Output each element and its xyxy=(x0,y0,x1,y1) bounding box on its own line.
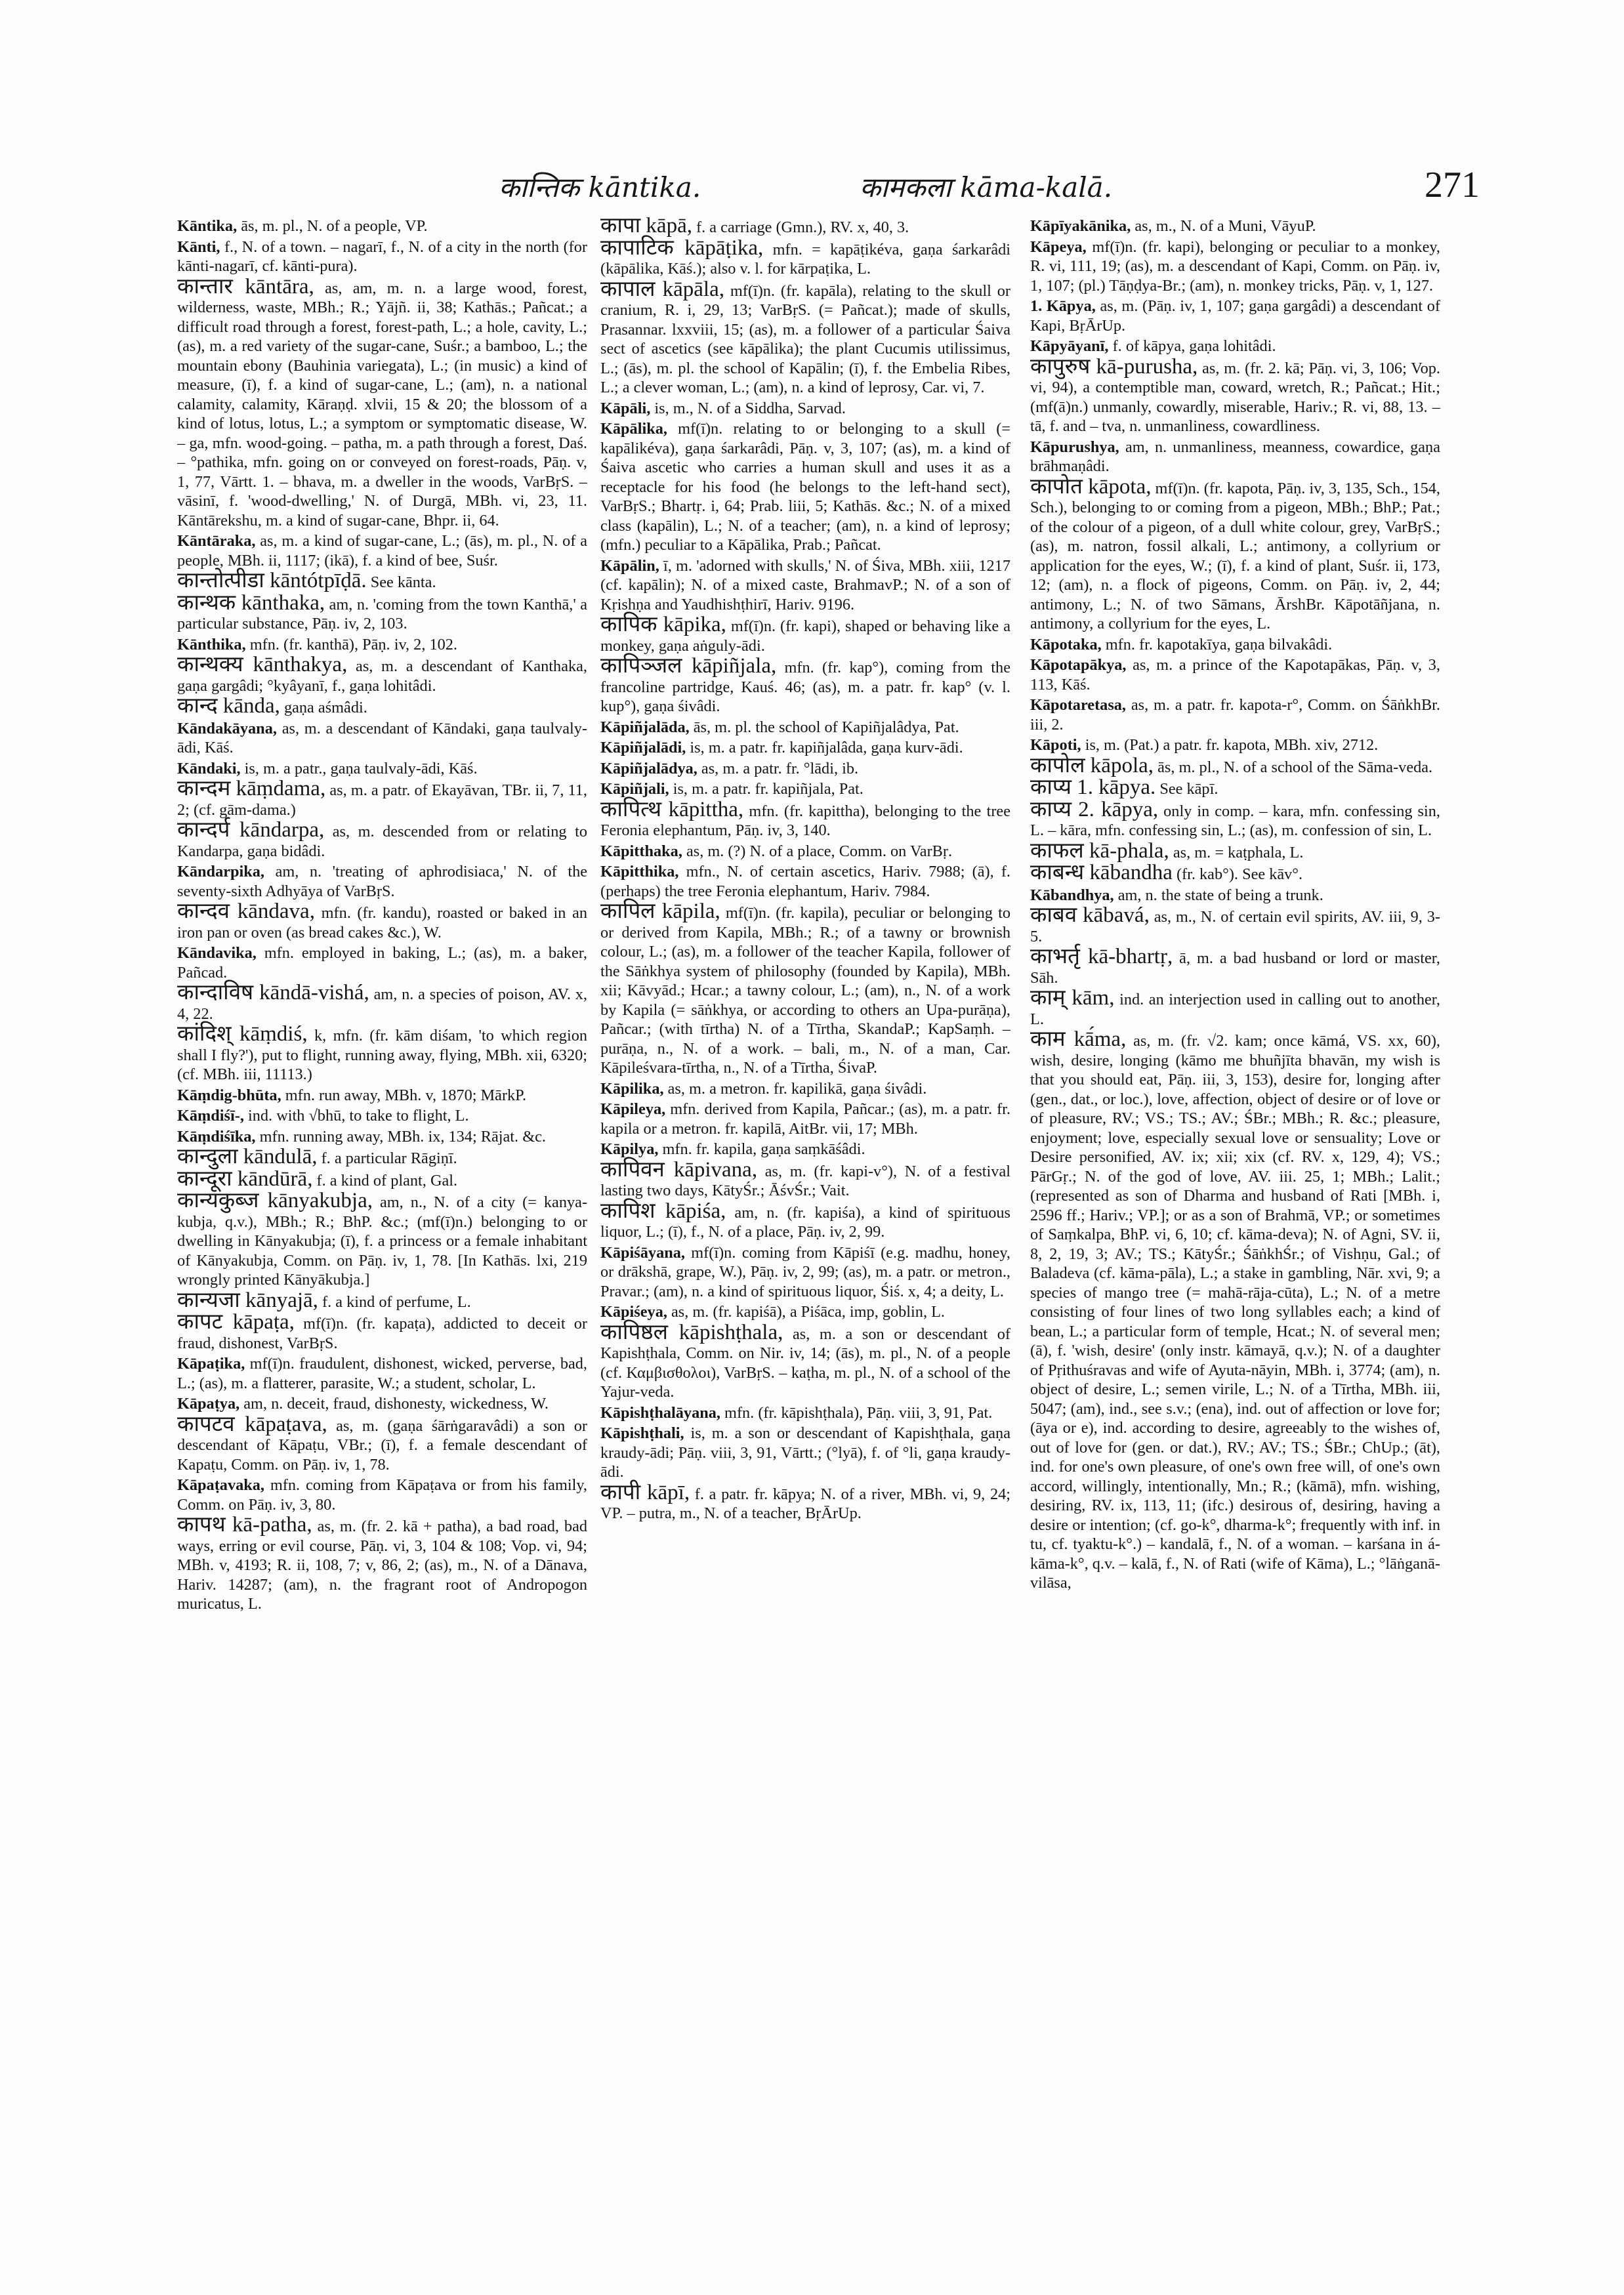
entry-headword: कापिवन kāpivana, xyxy=(600,1157,758,1182)
dictionary-entry xyxy=(600,1199,1010,1242)
entry-headword: Kāpālin, xyxy=(600,556,659,575)
entry-headword: Kāṃdiśī-, xyxy=(177,1107,244,1125)
entry-headword: Kāpālika, xyxy=(600,420,667,438)
entry-headword: कान्दम kāṃdama, xyxy=(177,777,326,800)
column-2 xyxy=(600,217,1010,2257)
entry-headword: कान्दाविष kāndā-vishá, xyxy=(177,981,369,1004)
entry-definition: mf(ī)n. (fr. kapila), peculiar or belonging to or derived from Kapila, MBh.; R.; of a tawny or brownish colour, L.; (as), m. a follower of the teacher Kapila, follower of the Sāṅkhya system of philosophy (founded by Kapila), MBh. xii; Kāvyād.; Hcar.; a tawny colour, L.; (am), n., N. of a work by Kapila (= sāṅkhya, or according to others an Upa-purāṇa), Pañcar.; (with tīrtha) N. of a Tīrtha, SkandaP.; KapSaṃh. – purāṇa, n., N. of a work. – bali, m., N. of a man, Car. Kāpileśvara-tīrtha, n., N. of a Tīrtha, ŚivaP. xyxy=(600,904,1010,1077)
entry-headword: कांदिश् kāṃdiś, xyxy=(177,1022,308,1046)
entry-headword: काबव kābavá, xyxy=(1030,903,1150,927)
dictionary-entry xyxy=(177,1106,587,1126)
entry-definition: is, m. a patr., gaṇa taulvaly-ādi, Kāś. xyxy=(240,759,478,777)
header-right-guideword: कामकला kāma-kalā. xyxy=(860,171,1113,203)
entry-headword: Kāndarpika, xyxy=(177,863,265,880)
entry-headword: कान्यजा kānyajā, xyxy=(177,1288,318,1312)
entry-headword: Kāpilika, xyxy=(600,1079,664,1098)
header-left-guideword: कान्तिक kāntika. xyxy=(499,171,701,203)
entry-definition: am, n. a species of poison, AV. x, 4, 22. xyxy=(177,985,587,1023)
dictionary-entry xyxy=(1030,337,1440,356)
entry-headword: Kāṃdig-bhūta, xyxy=(177,1086,281,1104)
dictionary-entry xyxy=(177,1145,587,1168)
dictionary-entry xyxy=(600,1140,1010,1159)
entry-headword: Kāpiñjalādi, xyxy=(600,739,686,756)
dictionary-entry xyxy=(177,635,587,655)
entry-headword: Kāpishṭhali, xyxy=(600,1424,684,1442)
entry-headword: Kāpileya, xyxy=(600,1100,666,1118)
entry-definition: as, m. (?) N. of a place, Comm. on VarBṛ. xyxy=(682,842,953,860)
entry-definition: mfn. coming from Kāpaṭava or from his family, Comm. on Pāṇ. iv, 3, 80. xyxy=(177,1476,587,1514)
dictionary-entry xyxy=(177,1476,587,1514)
entry-headword: कान्दुला kāndulā, xyxy=(177,1145,318,1168)
entry-headword: Kāpishṭhalāyana, xyxy=(600,1403,720,1422)
entry-definition: ind. with √bhū, to take to flight, L. xyxy=(243,1107,469,1125)
dictionary-entry xyxy=(177,1354,587,1393)
entry-headword: कापोत kāpota, xyxy=(1030,474,1152,499)
dictionary-entry xyxy=(1030,735,1440,755)
entry-headword: Kāpilya, xyxy=(600,1140,659,1158)
dictionary-entry xyxy=(177,943,587,982)
entry-headword: Kāpotapākya, xyxy=(1030,656,1127,674)
entry-definition: ind. an interjection used in calling out to another, L. xyxy=(1030,991,1440,1028)
dictionary-entry xyxy=(600,1302,1010,1322)
entry-definition: mf(ī)n. (fr. kapi), belonging or peculiar to a monkey, R. vi, 111, 19; (as), m. a descendant of Kapi, Comm. on Pāṇ. iv, 1, 107; (pl.) Tāṇḍya-Br.; (am), n. monkey tricks, Pāṇ. v, 1, 127. xyxy=(1030,238,1440,295)
entry-headword: काभर्तृ kā-bhartṛ, xyxy=(1030,945,1173,968)
entry-definition: gaṇa aśmâdi. xyxy=(280,699,367,716)
entry-definition: is, m. a patr. fr. kapiñjalâda, gaṇa kurv-ādi. xyxy=(686,739,963,756)
dictionary-entry xyxy=(177,983,587,1023)
entry-definition: ī, m. 'adorned with skulls,' N. of Śiva, MBh. xiii, 1217 (cf. kapālin); N. of a mixed caste, BrahmavP.; N. of a son of Kṛishṇa and Yaudhishṭhirī, Hariv. 9196. xyxy=(600,556,1010,613)
entry-definition: mfn. employed in baking, L.; (as), m. a baker, Pañcad. xyxy=(177,944,587,982)
dictionary-entry xyxy=(600,615,1010,655)
entry-definition: am, n. deceit, fraud, dishonesty, wickedness, W. xyxy=(239,1395,549,1413)
dictionary-entry xyxy=(600,779,1010,799)
entry-definition: See kānta. xyxy=(366,573,436,591)
entry-definition: am, n. 'coming from the town Kanthā,' a particular substance, Pāṇ. iv, 2, 103. xyxy=(177,595,587,632)
dictionary-entry xyxy=(1030,886,1440,905)
entry-definition: mfn. run away, MBh. v, 1870; MārkP. xyxy=(281,1086,527,1104)
entry-headword: कान्दर्प kāndarpa, xyxy=(177,818,325,842)
dictionary-entry xyxy=(1030,797,1440,840)
dictionary-entry xyxy=(177,1310,587,1353)
entry-headword: काम् kām, xyxy=(1030,986,1115,1010)
entry-headword: कापाटिक kāpāṭika, xyxy=(600,236,764,260)
entry-headword: Kāpurushya, xyxy=(1030,438,1119,456)
entry-definition: f. of kāpya, gaṇa lohitâdi. xyxy=(1108,337,1276,355)
entry-definition: mfn. derived from Kapila, Pañcar.; (as), m. a patr. fr. kapila or a metron. fr. kapilā, AitBr. vii, 17; MBh. xyxy=(600,1100,1010,1138)
dictionary-entry xyxy=(600,217,1010,238)
entry-headword: कापिल kāpila, xyxy=(600,899,720,923)
entry-definition: am, n. unmanliness, meanness, cowardice, gaṇa brāhmaṇâdi. xyxy=(1030,438,1440,475)
entry-headword: कापिञ्जल kāpiñjala, xyxy=(600,654,777,678)
entry-headword: कान्दूरा kāndūrā, xyxy=(177,1167,313,1191)
dictionary-entry xyxy=(1030,217,1440,236)
dictionary-entry xyxy=(600,556,1010,615)
entry-headword: 1. Kāpya, xyxy=(1030,297,1096,315)
dictionary-entry xyxy=(600,862,1010,901)
dictionary-entry xyxy=(1030,474,1440,634)
entry-headword: Kāndaki, xyxy=(177,759,241,777)
dictionary-entry xyxy=(600,1320,1010,1402)
entry-definition: f. a kind of perfume, L. xyxy=(318,1292,471,1311)
dictionary-entry xyxy=(600,842,1010,861)
dictionary-entry xyxy=(177,217,587,236)
dictionary-entry xyxy=(177,1394,587,1414)
entry-definition: mfn. (fr. kāpishṭhala), Pāṇ. viii, 3, 91, Pat. xyxy=(720,1403,993,1422)
dictionary-entry xyxy=(177,1191,587,1290)
dictionary-entry xyxy=(177,531,587,570)
entry-definition: mfn. running away, MBh. ix, 134; Rājat. &c. xyxy=(255,1127,546,1146)
entry-headword: कान्तोत्पीडा kāntótpīḍā. xyxy=(177,569,367,592)
dictionary-entry xyxy=(177,274,587,531)
entry-definition: is, m. a patr. fr. kapiñjala, Pat. xyxy=(669,780,864,798)
entry-definition: as, m., N. of a Muni, VāyuP. xyxy=(1131,217,1316,235)
entry-definition: mf(ī)n. coming from Kāpiśī (e.g. madhu, honey, or drākshā, grape, W.), Pāṇ. iv, 2, 99; (as), m. a patr. or metron., Pravar.; (am), n. a kind of spirituous liquor, Śiś. x, 4; a deity, L. xyxy=(600,1243,1010,1300)
dictionary-entry xyxy=(177,1412,587,1475)
entry-definition: as, m. a patr. fr. kapota-r°, Comm. on ŚāṅkhBr. iii, 2. xyxy=(1030,696,1440,734)
dictionary-entry xyxy=(1030,635,1440,655)
entry-definition: See kāpī. xyxy=(1156,780,1218,798)
dictionary-entry xyxy=(600,399,1010,419)
entry-headword: कान्दव kāndava, xyxy=(177,899,315,923)
dictionary-entry xyxy=(177,779,587,819)
entry-headword: Kānthika, xyxy=(177,635,246,653)
entry-definition: mf(ī)n. (fr. kapota, Pāṇ. iv, 3, 135, Sch., 154, Sch.), belonging to or coming from a pigeon, MBh.; BhP.; Pat.; of the colour of a pigeon, of a dull white colour, grey, VarBṛS.; (as), m. natron, fossil alkali, L.; antimony, a collyrium or application for the eyes, W.; (ī), f. a kind of plant, Suśr. ii, 173, 12; (am), n. a flock of pigeons, Comm. on Pāṇ. iv, 2, 44; antimony, L.; N. of two Sāmans, ĀrshBr. Kāpotāñjana, n. antimony, a collyrium for the eyes, L. xyxy=(1030,479,1440,632)
dictionary-entry xyxy=(177,1127,587,1147)
dictionary-entry xyxy=(600,1243,1010,1302)
dictionary-entry xyxy=(177,1513,587,1614)
dictionary-entry xyxy=(600,654,1010,716)
entry-definition: as, m., N. of certain evil spirits, AV. iii, 9, 3-5. xyxy=(1030,908,1440,945)
entry-headword: कापिश kāpiśa, xyxy=(600,1199,726,1223)
dictionary-entry xyxy=(1030,903,1440,946)
entry-headword: Kābandhya, xyxy=(1030,886,1114,904)
entry-definition: f. a patr. fr. kāpya; N. of a river, MBh. vi, 9, 24; VP. – putra, m., N. of a teacher, BṛĀrUp. xyxy=(600,1485,1010,1522)
entry-headword: Kāpiśāyana, xyxy=(600,1243,685,1262)
dictionary-entry xyxy=(600,797,1010,840)
entry-definition: am, n. (fr. kapiśa), a kind of spirituous liquor, L.; (ī), f., N. of a place, Pāṇ. iv, 2, 99. xyxy=(600,1203,1010,1241)
entry-definition: mfn. (fr. kandu), roasted or baked in an iron pan or oven (as bread cakes &c.), W. xyxy=(177,904,587,941)
entry-headword: Kāntāraka, xyxy=(177,532,256,550)
entry-headword: कापटव kāpaṭava, xyxy=(177,1412,327,1436)
entry-headword: Kāpeya, xyxy=(1030,238,1087,256)
entry-definition: ās, m. pl., N. of a school of the Sāma-veda. xyxy=(1154,758,1433,776)
entry-definition: as, m. (fr. kapi-v°), N. of a festival lasting two days, KātyŚr.; ĀśvŚr.; Vait. xyxy=(600,1162,1010,1199)
entry-definition: mfn. fr. kapila, gaṇa saṃkāśâdi. xyxy=(658,1140,865,1158)
column-3 xyxy=(1030,217,1440,2257)
entry-definition: (fr. kab°). See kāv°. xyxy=(1172,865,1303,883)
entry-definition: as, m. (gaṇa śārṅgaravâdi) a son or descendant of Kāpaṭu, VBr.; (ī), f. a female descendant of Kapaṭu, Comm. on Pāṇ. iv, 1, 78. xyxy=(177,1416,587,1474)
dictionary-entry xyxy=(177,899,587,942)
entry-definition: mf(ī)n. (fr. kapi), shaped or behaving like a monkey, gaṇa aṅguly-ādi. xyxy=(600,617,1010,655)
dictionary-entry xyxy=(600,899,1010,1078)
entry-definition: as, m. a metron. fr. kapilikā, gaṇa śivâdi. xyxy=(663,1079,927,1098)
page-header xyxy=(171,164,1480,217)
dictionary-entry xyxy=(177,590,587,634)
entry-definition: is, m. a son or descendant of Kapishṭhala, gaṇa kraudy-ādi; Pāṇ. viii, 3, 91, Vārtt.; (°lyā), f. of °li, gaṇa kraudy-ādi. xyxy=(600,1424,1010,1481)
entry-headword: काम kā́ma, xyxy=(1030,1027,1127,1051)
dictionary-entry xyxy=(177,238,587,276)
entry-headword: कापुरुष kā-purusha, xyxy=(1030,354,1198,379)
dictionary-entry xyxy=(1030,655,1440,694)
entry-definition: as, m. (fr. kapiśā), a Piśāca, imp, goblin, L. xyxy=(667,1303,946,1321)
entry-definition: is, m., N. of a Siddha, Sarvad. xyxy=(650,399,846,417)
dictionary-entry xyxy=(177,571,587,592)
entry-headword: कापी kāpī, xyxy=(600,1480,690,1504)
dictionary-entry xyxy=(1030,354,1440,436)
entry-headword: कापा kāpā, xyxy=(600,217,692,238)
entry-headword: Kāpaṭika, xyxy=(177,1355,245,1373)
dictionary-entry xyxy=(600,1157,1010,1201)
entry-headword: कापोल kāpola, xyxy=(1030,753,1154,777)
entry-definition: f. a kind of plant, Gal. xyxy=(312,1171,458,1189)
entry-headword: कान्यकुब्ज kānyakubja, xyxy=(177,1189,373,1212)
entry-definition: mfn. (fr. kapittha), belonging to the tree Feronia elephantum, Pāṇ. iv, 3, 140. xyxy=(600,802,1010,839)
dictionary-entry xyxy=(177,1086,587,1106)
entry-definition: as, m. a patr. of Ekayāvan, TBr. ii, 7, 11, 2; (cf. gām-dama.) xyxy=(177,781,587,819)
dictionary-entry xyxy=(1030,986,1440,1029)
entry-headword: कापाल kāpāla, xyxy=(600,277,724,301)
dictionary-entry xyxy=(600,419,1010,555)
dictionary-entry xyxy=(177,655,587,695)
entry-headword: Kāpiñjali, xyxy=(600,780,669,798)
dictionary-entry xyxy=(1030,838,1440,863)
entry-headword: Kāpiśeya, xyxy=(600,1303,667,1321)
entry-definition: mfn. (fr. kap°), coming from the francoline partridge, Kauś. 46; (as), m. a patr. fr. kap° (v. l. kup°), gaṇa śivâdi. xyxy=(600,659,1010,715)
entry-definition: k, mfn. (fr. kām diśam, 'to which region shall I fly?'), put to flight, running away, flying, MBh. xii, 6320; (cf. MBh. iii, 11113.) xyxy=(177,1027,587,1083)
entry-definition: mfn., N. of certain ascetics, Hariv. 7988; (ā), f. (perhaps) the tree Feronia elephantum, Hariv. 7984. xyxy=(600,863,1010,900)
entry-definition: f. a particular Rāgiṇī. xyxy=(317,1149,457,1167)
entry-definition: as, m. a patr. fr. °lādi, ib. xyxy=(697,759,859,777)
entry-definition: mf(ī)n. relating to or belonging to a skull (= kapālikéva), gaṇa śarkarâdi, Pāṇ. v, 3, 107; (as), m. a kind of Śaiva ascetic who carries a human skull and uses it as a receptacle for his food (he belongs to the left-hand sect), VarBṛS.; Bhartṛ. i, 64; Prab. liii, 5; Kathās. &c.; N. of a mixed class (kapālin), L.; N. of a teacher; (am), n. a kind of leprosy; (mfn.) peculiar to a Kāpālika, Prab.; Pañcat. xyxy=(600,420,1010,554)
dictionary-entry xyxy=(600,1424,1010,1482)
entry-headword: काप्य 1. kāpya. xyxy=(1030,775,1156,799)
entry-definition: f., N. of a town. – nagarī, f., N. of a city in the north (for kānti-nagarī, cf. kānti-pura). xyxy=(177,238,587,275)
entry-headword: Kāṃdiśīka, xyxy=(177,1127,256,1146)
entry-headword: कान्तार kāntāra, xyxy=(177,274,314,299)
entry-definition: as, m. = kaṭphala, L. xyxy=(1169,843,1304,861)
entry-headword: Kāpaṭavaka, xyxy=(177,1476,264,1494)
entry-definition: mf(ī)n. fraudulent, dishonest, wicked, perverse, bad, L.; (as), m. a flatterer, parasite, W.; a student, scholar, L. xyxy=(177,1355,587,1392)
dictionary-entry xyxy=(1030,695,1440,734)
entry-definition: mf(ī)n. (fr. kapāla), relating to the skull or cranium, R. i, 29, 13; VarBṛS. (= Pañcat.); made of skulls, Prasannar. lxxviii, 15; (as), m. a follower of a particular Śaiva sect of ascetics (see kāpālika); the plant Cucumis utilissimus, L.; (ās), m. pl. the school of Kapālin; (ī), f. the Embelia Ribes, L.; a clever woman, L.; (am), n. a kind of leprosy, Car. vi, 7. xyxy=(600,281,1010,396)
entry-definition: as, m. a descendant of Kāndaki, gaṇa taulvaly-ādi, Kāś. xyxy=(177,719,587,756)
entry-definition: as, m. (fr. 2. kā; Pāṇ. vi, 3, 106; Vop. vi, 94), a contemptible man, coward, wretch, R.; Pañcat.; Hit.; (mf(ā)n.) unmanly, cowardly, miserable, Hariv.; R. vi, 88, 13. – tā, f. and – tva, n. unmanliness, cowardliness. xyxy=(1030,359,1440,435)
entry-definition: am, n. 'treating of aphrodisiaca,' N. of the seventy-sixth Adhyāya of VarBṛS. xyxy=(177,863,587,900)
dictionary-entry xyxy=(1030,297,1440,335)
entry-headword: Kāpāli, xyxy=(600,399,651,417)
dictionary-entry xyxy=(177,818,587,861)
dictionary-entry xyxy=(1030,863,1440,884)
dictionary-entry xyxy=(177,694,587,718)
dictionary-entry xyxy=(177,1167,587,1191)
entry-definition: as, m. (fr. √2. kam; once kāmá, VS. xx, 60), wish, desire, longing (kāmo me bhuñjīta bhavān, my wish is that you should eat, Pāṇ. iii, 3, 153), desire for, longing after (gen., dat., or loc.), love, affection, object of desire or of love or of pleasure, RV.; VS.; TS.; AV.; ŚBr.; MBh.; R. &c.; pleasure, enjoyment; love, especially sexual love or sensuality; Love or Desire personified, AV. ix; xii; xix (cf. RV. x, 129, 4); VS.; PārGṛ.; N. of the god of love, AV. iii. 25, 1; MBh.; Lalit.; (represented as son of Dharma and husband of Rati [MBh. i, 2596 ff.; Hariv.; VP.]; or as a son of Brahmā, VP.; or sometimes of Saṃkalpa, BhP. vi, 6, 10; cf. kāma-deva); N. of Agni, SV. ii, 8, 2, 19, 3; AV.; TS.; KātyŚr.; ŚāṅkhŚr.; of Vishṇu, Gal.; of Baladeva (cf. kāma-pāla), L.; a stake in gambling, Nār. xvi, 9; a species of mango tree (= mahā-rāja-cūta), L.; N. of a metre consisting of four lines of two long syllables each; a kind of bean, L.; a particular form of temple, Hcat.; N. of several men; (ā), f. 'wish, desire' (only instr. kāmayā, q.v.); N. of a daughter of Pṛithuśravas and wife of Ayuta-nāyin, MBh. i, 3774; (am), n. object of desire, L.; semen virile, L.; N. of a Tīrtha, MBh. iii, 5047; (am), ind., see s.v.; (ena), ind. out of affection or love for; (āya or e), ind. according to desire, agreeably to the wishes of, out of love for (gen. or dat.), RV.; AV.; TS.; ŚBr.; ChUp.; (āt), ind. for one's own pleasure, of one's own free will, of one's own accord, willingly, intentionally, Mn.; R.; (kāmā), mfn. wishing, desiring, RV. ix, 113, 11; (ifc.) desirous of, desiring, having a desire or intention; (cf. go-k°, dharma-k°; frequently with inf. in tu, cf. tyaktu-k°.) – kandalā, f., N. of a woman. – karśana in á-kāma-k°, q.v. – kalā, f., N. of Rati (wife of Kāma), L.; °lāṅganā-vilāsa, xyxy=(1030,1032,1440,1592)
entry-headword: Kāndavika, xyxy=(177,944,257,962)
entry-headword: काप्य 2. kāpya, xyxy=(1030,797,1159,821)
entry-definition: ās, m. pl. the school of Kapiñjalâdya, Pat. xyxy=(689,718,959,736)
dictionary-entry xyxy=(1030,947,1440,987)
entry-headword: Kāpitthaka, xyxy=(600,842,682,860)
dictionary-entry xyxy=(600,718,1010,737)
entry-definition: as, am, m. n. a large wood, forest, wilderness, waste, MBh.; R.; Yājñ. ii, 38; Kathās.; Pañcat.; a difficult road through a forest, forest-path, L.; a hole, cavity, L.; (as), m. a red variety of the sugar-cane, Suśr.; a bamboo, L.; the mountain ebony (Bauhinia variegata), L.; (in music) a kind of measure, (ī), f. a kind of sugar-cane, L.; (am), n. a national calamity, calamity, Kāraṇḍ. xlvii, 15 & 20; the blossom of a kind of lotus, lotus, L.; a symptom or symptomatic disease, W. – ga, mfn. wood-going. – patha, m. a path through a forest, Daś. – °pathika, mfn. going on or conveyed on forest-roads, Pāṇ. v, 1, 77, Vārtt. 1. – bhava, m. a dweller in the woods, VarBṛS. – vāsinī, f. 'wood-dwelling,' N. of Durgā, MBh. vi, 23, 11. Kāntārekshu, m. a kind of sugar-cane, Bhpr. ii, 64. xyxy=(177,279,587,529)
entry-definition: as, m. a descendant of Kanthaka, gaṇa gargâdi; °kyâyanī, f., gaṇa lohitâdi. xyxy=(177,657,587,695)
entry-headword: Kāpoti, xyxy=(1030,736,1081,754)
entry-headword: काफल kā-phala, xyxy=(1030,838,1169,863)
entry-definition: mf(ī)n. (fr. kapaṭa), addicted to deceit or fraud, dishonest, VarBṛS. xyxy=(177,1315,587,1352)
dictionary-entry xyxy=(177,1288,587,1312)
entry-definition: as, m. descended from or relating to Kandarpa, gaṇa bidâdi. xyxy=(177,823,587,860)
dictionary-entry xyxy=(600,236,1010,279)
entry-headword: Kāntika, xyxy=(177,217,238,235)
page-number: 271 xyxy=(1425,165,1480,205)
entry-headword: Kāpotaka, xyxy=(1030,635,1102,653)
dictionary-entry xyxy=(177,759,587,779)
dictionary-entry xyxy=(600,1100,1010,1138)
entry-headword: Kāpyāyanī, xyxy=(1030,337,1109,355)
entry-headword: कापिष्ठल kāpishṭhala, xyxy=(600,1320,783,1344)
entry-headword: कान्थक्य kānthakya, xyxy=(177,653,348,676)
entry-headword: कान्थक kānthaka, xyxy=(177,590,325,615)
entry-headword: कापित्थ kāpittha, xyxy=(600,797,744,821)
entry-definition: mfn. fr. kapotakīya, gaṇa bilvakâdi. xyxy=(1101,635,1333,653)
entry-headword: काबन्ध kābandha xyxy=(1030,861,1173,884)
dictionary-entry xyxy=(600,759,1010,779)
dictionary-entry xyxy=(600,1403,1010,1423)
dictionary-entry xyxy=(1030,1027,1440,1593)
dictionary-entry xyxy=(177,862,587,901)
dictionary-entry xyxy=(177,1022,587,1085)
entry-definition: mfn. (fr. kanthā), Pāṇ. iv, 2, 102. xyxy=(245,635,457,653)
entry-headword: Kāpotaretasa, xyxy=(1030,696,1126,714)
entry-headword: कान्द kānda, xyxy=(177,694,280,718)
entry-definition: ā, m. a bad husband or lord or master, Sāh. xyxy=(1030,949,1440,987)
entry-headword: Kāpitthika, xyxy=(600,863,679,880)
entry-definition: as, m. (Pāṇ. iv, 1, 107; gaṇa gargâdi) a descendant of Kapi, BṛĀrUp. xyxy=(1030,297,1440,335)
dictionary-entry xyxy=(600,1480,1010,1523)
entry-headword: कापट kāpaṭa, xyxy=(177,1310,295,1334)
entry-definition: only in comp. – kara, mfn. confessing sin, L. – kāra, mfn. confessing sin, L.; (as), m. confession of sin, L. xyxy=(1030,802,1440,839)
entry-definition: as, m. (fr. 2. kā + patha), a bad road, bad ways, erring or evil course, Pāṇ. vi, 3, 104 & 108; Vop. vi, 94; MBh. v, 4193; R. ii, 108, 7; v, 86, 2; (as), m., N. of a Dānava, Hariv. 14287; (am), n. the fragrant root of Andropogon muricatus, L. xyxy=(177,1518,587,1613)
entry-headword: Kānti, xyxy=(177,238,220,256)
entry-headword: कापथ kā-patha, xyxy=(177,1513,312,1537)
dictionary-entry xyxy=(177,719,587,758)
entry-definition: ās, m. pl., N. of a people, VP. xyxy=(237,217,428,235)
entry-definition: am, n. the state of being a trunk. xyxy=(1114,886,1323,904)
entry-definition: mfn. = kapāṭikéva, gaṇa śarkarâdi (kāpālika, Kāś.); also v. l. for kārpaṭika, L. xyxy=(600,240,1010,278)
entry-headword: Kāpīyakānika, xyxy=(1030,217,1131,235)
entry-headword: Kāpiñjalādya, xyxy=(600,759,697,777)
column-1 xyxy=(177,217,587,2257)
entry-definition: f. a carriage (Gmn.), RV. x, 40, 3. xyxy=(692,218,909,236)
entry-headword: Kāpaṭya, xyxy=(177,1395,240,1413)
entry-definition: as, m. a kind of sugar-cane, L.; (ās), m. pl., N. of a people, MBh. ii, 1117; (ikā), f. a kind of bee, Suśr. xyxy=(177,532,587,569)
dictionary-entry xyxy=(600,1079,1010,1099)
dictionary-entry xyxy=(1030,753,1440,777)
dictionary-entry xyxy=(600,738,1010,758)
entry-headword: Kāndakāyana, xyxy=(177,719,277,737)
entry-definition: as, m. a son or descendant of Kapishṭhala, Comm. on Nir. iv, 14; (ās), m. pl., N. of a people (cf. Καμβισθολοι), VarBṛS. – kaṭha, m. pl., N. of a school of the Yajur-veda. xyxy=(600,1325,1010,1401)
dictionary-entry xyxy=(1030,775,1440,799)
dictionary-entry xyxy=(1030,438,1440,476)
entry-definition: is, m. (Pat.) a patr. fr. kapota, MBh. xiv, 2712. xyxy=(1081,736,1379,754)
dictionary-entry xyxy=(600,277,1010,398)
entry-definition: as, m. a prince of the Kapotapākas, Pāṇ. v, 3, 113, Kāś. xyxy=(1030,656,1440,693)
entry-headword: कापिक kāpika, xyxy=(600,613,726,636)
entry-definition: am, n., N. of a city (= kanya-kubja, q.v.), MBh.; R.; BhP. &c.; (mf(ī)n.) belonging to or dwelling in Kānyakubja; (ī), f. a princess or a female inhabitant of Kānyakubja, Comm. on Pāṇ. iv, 1, 78. [In Kathās. lxi, 219 wrongly printed Kānyākubja.] xyxy=(177,1193,587,1289)
entry-headword: Kāpiñjalāda, xyxy=(600,718,690,736)
dictionary-entry xyxy=(1030,238,1440,296)
